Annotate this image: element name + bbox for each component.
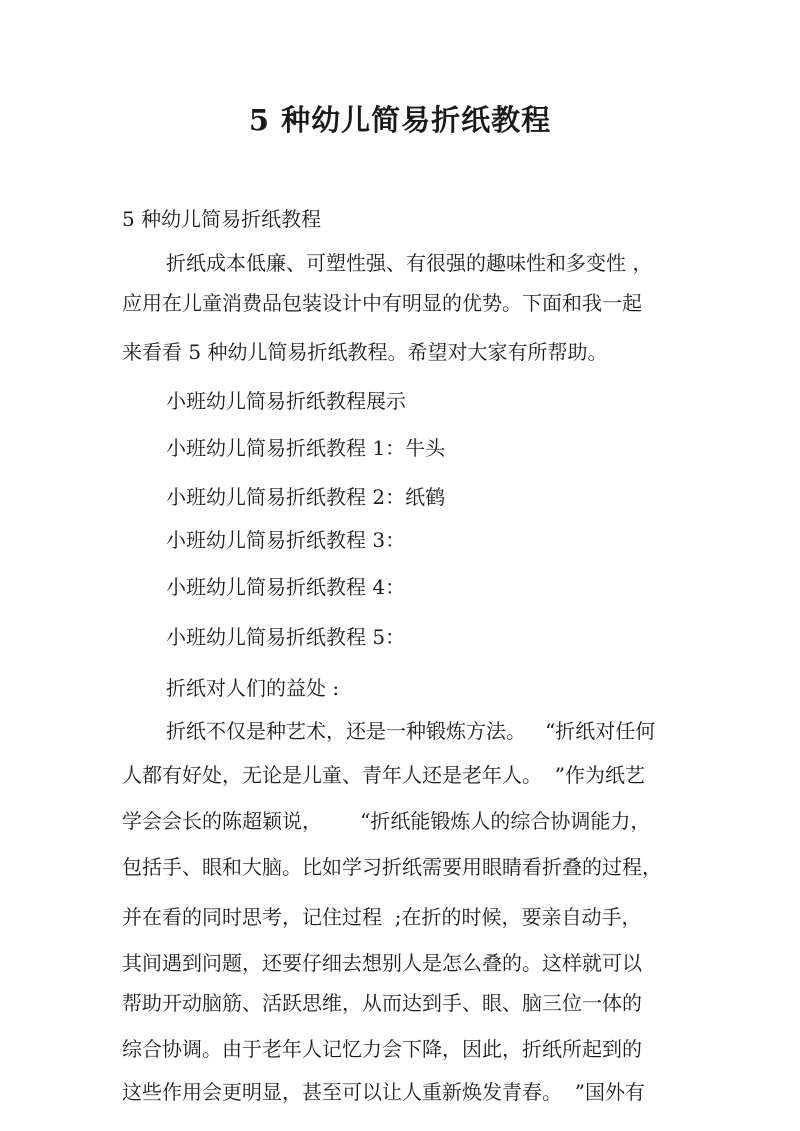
body-line: 人都有好处，无论是儿童、青年人还是老年人。 ”作为纸艺 [122, 763, 645, 787]
intro-line-1: 折纸成本低廉、可塑性强、有很强的趣味性和多变性 ， [166, 251, 653, 275]
body-line: 其间遇到问题，还要仔细去想别人是怎么叠的。这样就可以 [122, 951, 642, 975]
list-item: 小班幼儿简易折纸教程 5： [166, 625, 406, 649]
body-line: 帮助开动脑筋、活跃思维，从而达到手、眼、脑三位一体的 [122, 991, 642, 1015]
body-line: 这些作用会更明显，甚至可以让人重新焕发青春。 ”国外有 [122, 1080, 645, 1104]
intro-line-3: 来看看 5 种幼儿简易折纸教程。希望对大家有所帮助。 [122, 340, 608, 364]
body-line: 学会会长的陈超颖说， “折纸能锻炼人的综合协调能力， [122, 809, 651, 833]
intro-line-2: 应用在儿童消费品包装设计中有明显的优势。下面和我一起 [122, 291, 642, 315]
document-title: 5 种幼儿简易折纸教程 [248, 103, 552, 137]
list-item: 小班幼儿简易折纸教程 4： [166, 575, 406, 599]
list-item: 小班幼儿简易折纸教程 3： [166, 528, 406, 552]
subtitle: 5 种幼儿简易折纸教程 [122, 207, 322, 231]
body-line: 折纸不仅是种艺术，还是一种锻炼方法。 “折纸对任何 [166, 719, 656, 743]
body-line: 并在看的同时思考，记住过程 ;在折的时候，要亲自动手， [122, 905, 642, 929]
list-item: 小班幼儿简易折纸教程 2：纸鹤 [166, 485, 446, 509]
body-line: 综合协调。由于老年人记忆力会下降，因此，折纸所起到的 [122, 1037, 642, 1061]
list-item: 小班幼儿简易折纸教程 1：牛头 [166, 436, 446, 460]
benefit-heading: 折纸对人们的益处 : [166, 676, 340, 700]
list-item: 小班幼儿简易折纸教程展示 [166, 389, 406, 413]
body-line: 包括手、眼和大脑。比如学习折纸需要用眼睛看折叠的过程， [122, 855, 662, 879]
